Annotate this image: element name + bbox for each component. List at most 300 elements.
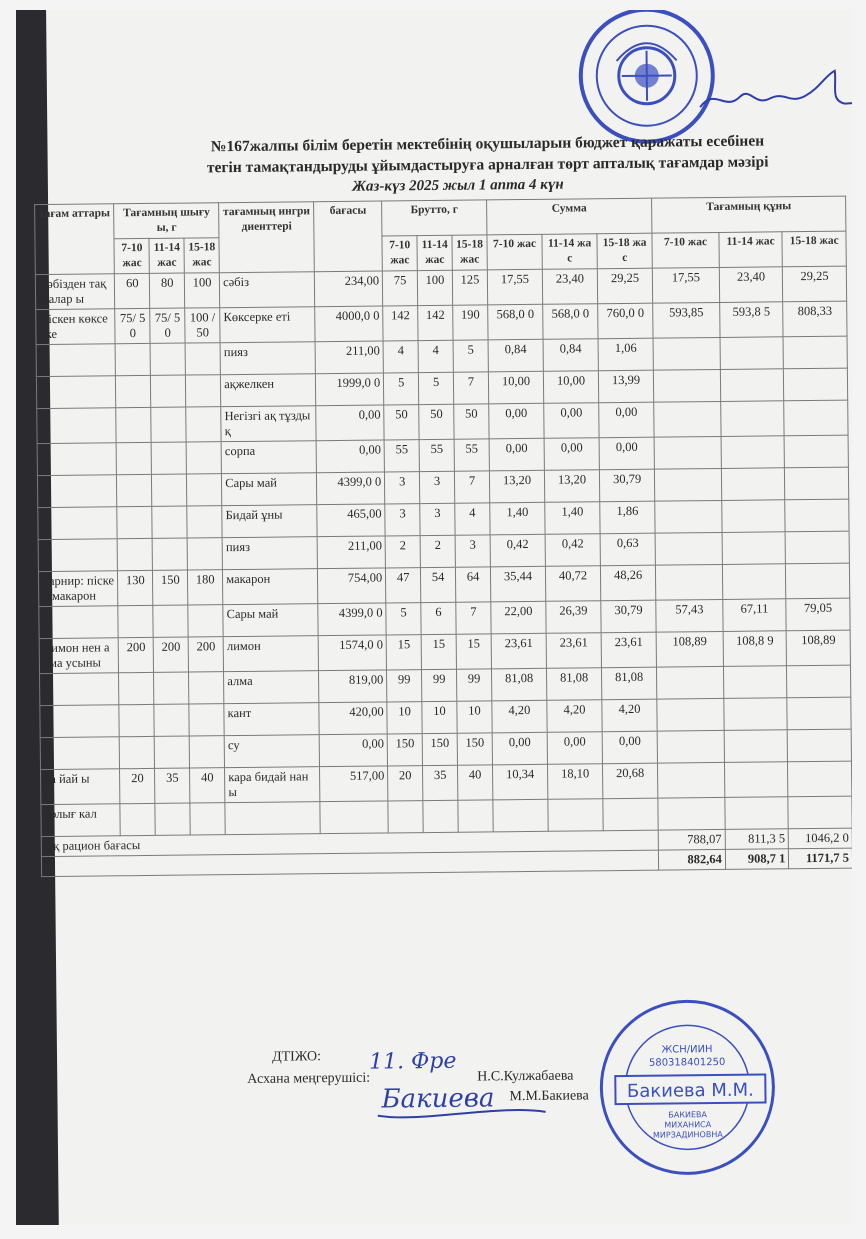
cell-s1: 568,0 0 xyxy=(488,304,543,340)
cell-b1: 3 xyxy=(385,472,420,504)
cell-price: 420,00 xyxy=(319,702,387,735)
cell-price: 1574,0 0 xyxy=(319,635,387,671)
grand-total-7-10: 882,64 xyxy=(659,849,726,870)
cell-c2 xyxy=(721,468,785,501)
cell-dish: Піскен көксерке xyxy=(36,309,116,345)
cell-c1 xyxy=(655,500,722,533)
footer-name-canteen: М.М.Бакиева xyxy=(509,1088,589,1105)
cell-b3 xyxy=(458,800,493,832)
cell-c3 xyxy=(784,368,848,401)
cell-c1 xyxy=(653,337,720,370)
cell-b2: 50 xyxy=(419,404,454,439)
cell-y1: 130 xyxy=(118,570,153,605)
age-header-cost-1: 11-14 жас xyxy=(719,232,783,268)
cell-s1: 0,00 xyxy=(489,403,544,439)
cell-s1: 22,00 xyxy=(491,601,546,634)
cell-s2: 0,84 xyxy=(543,339,598,372)
title-line-2: тегін тамақтандыруды ұйымдастыруға арналған төрт апталық тағамдар мәзірі xyxy=(206,153,769,177)
cell-b3: 190 xyxy=(453,305,488,340)
cell-price: 0,00 xyxy=(316,405,384,441)
cell-y3 xyxy=(187,506,222,538)
cell-c2 xyxy=(724,698,788,731)
cell-y2 xyxy=(151,442,186,474)
cell-s2: 0,42 xyxy=(545,534,600,567)
cell-s3: 29,25 xyxy=(597,268,652,304)
cell-s1: 17,55 xyxy=(487,269,542,305)
cell-y1 xyxy=(115,343,150,375)
cell-price: 1999,0 0 xyxy=(316,373,384,406)
cell-b3: 10 xyxy=(457,701,492,733)
cell-dish xyxy=(37,443,117,476)
cell-c2 xyxy=(720,369,784,402)
document-title xyxy=(127,130,847,180)
cell-s1: 23,61 xyxy=(491,633,546,669)
cell-b2: 142 xyxy=(418,305,453,340)
table-totals xyxy=(41,828,852,876)
cell-y3 xyxy=(189,704,224,736)
cell-c2 xyxy=(720,337,784,370)
cell-price: 0,00 xyxy=(317,440,385,473)
cell-c2: 23,40 xyxy=(719,267,783,303)
header-ingredients: тағамның ингридиенттері xyxy=(219,202,315,273)
photo-frame xyxy=(16,10,852,1225)
cell-s2: 40,72 xyxy=(545,566,600,602)
age-header-sum-0: 7-10 жас xyxy=(487,234,542,270)
cell-b3: 99 xyxy=(457,669,492,701)
cell-price: 819,00 xyxy=(319,670,387,703)
ration-total-15-18: 1046,2 0 xyxy=(789,828,852,849)
cell-s2: 81,08 xyxy=(547,668,602,701)
cell-y1 xyxy=(118,605,153,637)
cell-s1: 4,20 xyxy=(492,700,547,733)
cell-y2 xyxy=(152,474,187,506)
header-brutto: Брутто, г xyxy=(382,200,487,236)
cell-s2: 1,40 xyxy=(545,502,600,535)
cell-s3: 30,79 xyxy=(601,600,656,633)
age-header-yield-0: 7-10 жас xyxy=(114,238,149,273)
cell-y2 xyxy=(152,538,187,570)
cell-c2 xyxy=(721,401,785,437)
cell-b2: 55 xyxy=(419,439,454,471)
cell-price: 234,00 xyxy=(315,271,383,307)
cell-s1 xyxy=(493,799,548,832)
cell-b2: 3 xyxy=(420,503,455,535)
cell-y2 xyxy=(152,506,187,538)
cell-ing: сәбіз xyxy=(220,272,316,308)
cell-dish xyxy=(40,705,120,738)
signature-canteen-text: Бакиева xyxy=(381,1083,495,1115)
cell-b1: 5 xyxy=(384,373,419,405)
cell-ing: макарон xyxy=(223,569,319,605)
cell-ing xyxy=(225,802,321,835)
cell-s1: 35,44 xyxy=(490,566,545,602)
cell-c1 xyxy=(657,730,724,763)
cell-c2 xyxy=(722,500,786,533)
cell-c1: 593,85 xyxy=(653,302,720,338)
cell-y3: 40 xyxy=(190,768,225,803)
cell-b3: 40 xyxy=(458,765,493,800)
cell-s1: 13,20 xyxy=(489,470,544,503)
grand-total-15-18: 1171,7 5 xyxy=(789,848,852,869)
cell-c3 xyxy=(785,531,849,564)
cell-y3 xyxy=(186,442,221,474)
cell-dish: Гарнир: піскен макарон xyxy=(38,571,118,607)
cell-c3 xyxy=(785,499,849,532)
cell-y3: 100 /50 xyxy=(185,308,220,343)
cell-ing: Сары май xyxy=(222,473,318,506)
stamp-line-2: МИХАНИСА xyxy=(664,1120,712,1130)
cell-c3 xyxy=(783,336,847,369)
cell-b2: 54 xyxy=(421,567,456,602)
cell-b1: 5 xyxy=(386,603,421,635)
cell-y3 xyxy=(186,407,221,442)
cell-y1 xyxy=(119,704,154,736)
cell-b2: 4 xyxy=(418,340,453,372)
cell-ing: Негізгі ақ тұздық xyxy=(221,406,317,442)
header-price: бағасы xyxy=(314,201,382,272)
cell-y3: 100 xyxy=(185,273,220,308)
cell-y2 xyxy=(151,375,186,407)
cell-b2: 150 xyxy=(422,733,457,765)
cell-b1: 47 xyxy=(386,568,421,603)
cell-c1 xyxy=(654,401,721,437)
cell-c2 xyxy=(724,730,788,763)
cell-dish: ра йай ы xyxy=(41,769,121,805)
cell-price xyxy=(320,801,388,834)
cell-y3: 180 xyxy=(188,570,223,605)
cell-b1: 142 xyxy=(383,306,418,341)
footer-role-canteen: Асхана меңгерушісі: xyxy=(247,1070,371,1087)
cell-b1: 10 xyxy=(387,702,422,734)
cell-y3 xyxy=(186,375,221,407)
cell-b2: 3 xyxy=(420,471,455,503)
age-header-yield-1: 11-14 жас xyxy=(149,238,184,273)
title-line-1: №167жалпы білім беретін мектебінің оқушыларын бюджет қаражаты есебінен xyxy=(210,132,765,156)
header-yield: Тағамның шығуы, г xyxy=(114,203,219,239)
cell-ing: пияз xyxy=(220,342,316,375)
cell-c3 xyxy=(788,796,852,829)
cell-s2 xyxy=(548,799,603,832)
cell-ing: сорпа xyxy=(221,441,317,474)
cell-y2: 35 xyxy=(155,768,190,803)
cell-s2: 10,00 xyxy=(543,371,598,404)
cell-b2 xyxy=(423,800,458,832)
cell-c2 xyxy=(723,666,787,699)
cell-y3 xyxy=(185,343,220,375)
cell-y1: 200 xyxy=(119,637,154,672)
cell-c3: 29,25 xyxy=(783,266,847,302)
cell-y1 xyxy=(117,538,152,570)
stamp-line-3: МИРЗАДИНОВНА xyxy=(652,1129,723,1140)
cell-s3: 0,63 xyxy=(600,533,655,566)
cell-b3: 150 xyxy=(457,733,492,765)
cell-y2: 200 xyxy=(153,637,188,672)
cell-b2: 10 xyxy=(422,701,457,733)
cell-b3: 3 xyxy=(455,535,490,567)
cell-price: 211,00 xyxy=(316,341,384,374)
cell-dish xyxy=(40,737,120,770)
cell-y1 xyxy=(117,474,152,506)
cell-y2 xyxy=(151,407,186,442)
cell-y3 xyxy=(189,736,224,768)
cell-c2: 67,11 xyxy=(723,599,787,632)
cell-c2 xyxy=(724,762,788,798)
header-cost: Тағамның құны xyxy=(652,196,846,233)
cell-c3: 79,05 xyxy=(786,598,850,631)
cell-ing: алма xyxy=(224,671,320,704)
cell-dish xyxy=(40,673,120,706)
cell-y2: 80 xyxy=(150,273,185,308)
cell-ing: су xyxy=(224,735,320,768)
cell-c1 xyxy=(654,436,721,469)
cell-c1 xyxy=(655,532,722,565)
cell-b1: 99 xyxy=(387,670,422,702)
age-header-yield-2: 15-18 жас xyxy=(184,238,219,273)
cell-b1: 20 xyxy=(388,766,423,801)
cell-c1: 57,43 xyxy=(656,599,723,632)
cell-y2: 75/ 50 xyxy=(150,308,185,343)
cell-y2 xyxy=(155,803,190,835)
cell-dish xyxy=(36,344,116,377)
signature-director-text: 11. Фре xyxy=(368,1048,457,1075)
cell-ing: Сары май xyxy=(223,604,319,637)
document-subtitle: Жаз-күз 2025 жыл 1 апта 4 күн xyxy=(352,176,564,195)
cell-dish: арлығ кал xyxy=(41,804,121,837)
cell-price: 211,00 xyxy=(318,536,386,569)
cell-c1 xyxy=(658,797,725,830)
cell-y2 xyxy=(153,605,188,637)
cell-s1: 0,42 xyxy=(490,534,545,567)
cell-y2 xyxy=(154,672,189,704)
cell-s2: 0,00 xyxy=(547,732,602,765)
cell-b1: 4 xyxy=(383,341,418,373)
cell-y1 xyxy=(116,442,151,474)
table-header xyxy=(35,196,847,274)
cell-b1: 2 xyxy=(385,536,420,568)
cell-s2: 0,00 xyxy=(544,403,599,439)
cell-s3: 0,00 xyxy=(602,731,657,764)
stamp-id-number: 580318401250 xyxy=(648,1056,726,1069)
cell-c2: 108,8 9 xyxy=(723,631,787,667)
cell-b1: 50 xyxy=(384,405,419,440)
cell-y2: 150 xyxy=(153,570,188,605)
cell-b3: 7 xyxy=(453,372,488,404)
cell-b3: 64 xyxy=(455,567,490,602)
cell-c2 xyxy=(721,436,785,469)
cell-b3: 125 xyxy=(452,270,487,305)
cell-y3 xyxy=(187,474,222,506)
personal-stamp xyxy=(596,996,778,1178)
cell-dish xyxy=(38,539,118,572)
cell-y2 xyxy=(154,704,189,736)
cell-ing: кант xyxy=(224,703,320,736)
cell-price: 0,00 xyxy=(320,734,388,767)
table-body xyxy=(35,266,852,836)
cell-y1: 75/ 50 xyxy=(115,308,150,343)
cell-s2: 23,61 xyxy=(546,633,601,669)
cell-s1: 0,00 xyxy=(489,438,544,471)
cell-c1: 17,55 xyxy=(652,267,719,303)
cell-b1: 75 xyxy=(383,271,418,306)
age-header-cost-0: 7-10 жас xyxy=(652,232,719,268)
cell-c3 xyxy=(786,563,850,599)
cell-price: 465,00 xyxy=(317,504,385,537)
cell-s3: 0,00 xyxy=(599,437,654,470)
cell-y2 xyxy=(154,736,189,768)
age-header-brutto-2: 15-18 жас xyxy=(452,235,487,270)
cell-c3 xyxy=(785,467,849,500)
cell-c2: 593,8 5 xyxy=(719,302,783,338)
cell-c1: 108,89 xyxy=(656,631,723,667)
cell-b2: 6 xyxy=(421,602,456,634)
cell-b3: 4 xyxy=(455,503,490,535)
cell-price: 754,00 xyxy=(318,568,386,604)
cell-c3 xyxy=(787,665,851,698)
footer-name-director: Н.С.Кулжабаева xyxy=(477,1068,574,1085)
cell-b3: 5 xyxy=(453,340,488,372)
footer-role-director: ДТІЖО: xyxy=(271,1049,322,1065)
cell-b1: 3 xyxy=(385,504,420,536)
header-sum: Сумма xyxy=(487,198,653,235)
cell-s1: 81,08 xyxy=(491,668,546,701)
cell-ing: ақжелкен xyxy=(221,374,317,407)
cell-c1 xyxy=(658,762,725,798)
cell-b3: 55 xyxy=(454,439,489,471)
grand-total-11-14: 908,7 1 xyxy=(725,849,789,870)
cell-s2: 23,40 xyxy=(542,269,597,305)
cell-price: 4399,0 0 xyxy=(318,603,386,636)
cell-c1 xyxy=(655,468,722,501)
cell-c2 xyxy=(725,797,789,830)
signature-canteen xyxy=(377,1074,548,1126)
cell-y3 xyxy=(190,803,225,835)
cell-c3 xyxy=(784,435,848,468)
cell-c2 xyxy=(722,564,786,600)
cell-s1: 0,00 xyxy=(492,732,547,765)
age-header-brutto-0: 7-10 жас xyxy=(382,236,417,271)
cell-ing: лимон xyxy=(223,636,319,672)
cell-y1 xyxy=(117,506,152,538)
cell-y3: 200 xyxy=(188,637,223,672)
cell-s1: 10,34 xyxy=(492,764,547,800)
menu-table xyxy=(34,196,852,877)
cell-y1: 20 xyxy=(120,768,155,803)
cell-price: 4000,0 0 xyxy=(315,306,383,342)
cell-c3 xyxy=(787,697,851,730)
cell-y3 xyxy=(187,538,222,570)
cell-price: 4399,0 0 xyxy=(317,472,385,505)
cell-c3 xyxy=(787,729,851,762)
cell-s3: 1,06 xyxy=(598,338,653,371)
cell-y3 xyxy=(188,605,223,637)
cell-b1: 150 xyxy=(387,734,422,766)
cell-c1 xyxy=(657,666,724,699)
cell-s3: 1,86 xyxy=(600,501,655,534)
cell-dish: Лимон нен алма усыны xyxy=(39,638,119,674)
cell-y3 xyxy=(189,672,224,704)
cell-y2 xyxy=(150,343,185,375)
age-header-sum-1: 11-14 жас xyxy=(542,234,597,270)
cell-s1: 1,40 xyxy=(490,502,545,535)
ration-total-7-10: 788,07 xyxy=(658,829,725,850)
cell-s2: 13,20 xyxy=(544,470,599,503)
cell-dish xyxy=(38,507,118,540)
cell-c3: 808,33 xyxy=(783,301,847,337)
cell-c1 xyxy=(656,564,723,600)
ration-total-label: ық рацион бағасы xyxy=(41,830,658,856)
cell-b2: 5 xyxy=(419,372,454,404)
cell-s3: 30,79 xyxy=(599,469,654,502)
cell-s3: 760,0 0 xyxy=(598,303,653,339)
cell-y1 xyxy=(119,672,154,704)
cell-c3 xyxy=(788,761,852,797)
cell-price: 517,00 xyxy=(320,766,388,802)
cell-ing: Бидай ұны xyxy=(222,505,318,538)
cell-dish xyxy=(36,376,116,409)
cell-ing: Көксерке еті xyxy=(220,307,316,343)
document-page xyxy=(38,10,852,1225)
cell-s1: 0,84 xyxy=(488,339,543,372)
cell-b2: 2 xyxy=(420,535,455,567)
cell-c1 xyxy=(654,369,721,402)
cell-s3: 23,61 xyxy=(601,632,656,668)
cell-s3: 20,68 xyxy=(603,763,658,799)
cell-b3: 7 xyxy=(454,471,489,503)
cell-ing: пияз xyxy=(222,537,318,570)
age-header-cost-2: 15-18 жас xyxy=(782,231,846,267)
cell-b2: 100 xyxy=(417,270,452,305)
cell-b1 xyxy=(388,801,423,833)
cell-s3: 0,00 xyxy=(599,402,654,438)
cell-s2: 26,39 xyxy=(546,601,601,634)
cell-s2: 0,00 xyxy=(544,438,599,471)
cell-dish: Сәбізден тақшалар ы xyxy=(35,274,115,310)
signature-top xyxy=(695,65,852,127)
cell-b3: 15 xyxy=(456,634,491,669)
cell-b3: 50 xyxy=(454,404,489,439)
cell-y1 xyxy=(116,407,151,442)
cell-c1 xyxy=(657,698,724,731)
cell-b1: 55 xyxy=(384,440,419,472)
cell-s3: 4,20 xyxy=(602,699,657,732)
cell-s3: 81,08 xyxy=(602,667,657,700)
cell-s2: 568,0 0 xyxy=(543,304,598,340)
cell-b3: 7 xyxy=(456,602,491,634)
cell-y1: 60 xyxy=(115,273,150,308)
ration-total-11-14: 811,3 5 xyxy=(725,829,789,850)
stamp-line-1: БАКИЕВА xyxy=(668,1110,708,1120)
cell-y1 xyxy=(120,803,155,835)
cell-y1 xyxy=(120,736,155,768)
stamp-id-label: ЖСН/ИИН xyxy=(661,1044,713,1056)
age-header-sum-2: 15-18 жас xyxy=(597,233,652,269)
age-header-brutto-1: 11-14 жас xyxy=(417,235,452,270)
cell-b2: 15 xyxy=(421,634,456,669)
header-dish: тағам аттары xyxy=(35,204,115,275)
cell-ing: кара бидай наны xyxy=(225,767,321,803)
cell-b2: 35 xyxy=(423,765,458,800)
cell-b2: 99 xyxy=(422,669,457,701)
cell-b1: 15 xyxy=(386,635,421,670)
cell-c3: 108,89 xyxy=(786,630,850,666)
cell-dish xyxy=(37,475,117,508)
cell-s2: 4,20 xyxy=(547,700,602,733)
cell-s1: 10,00 xyxy=(488,371,543,404)
stamp-name-box: Бакиева М.М. xyxy=(626,1079,754,1102)
cell-c3 xyxy=(784,400,848,436)
cell-c2 xyxy=(722,532,786,565)
cell-s3 xyxy=(603,798,658,831)
